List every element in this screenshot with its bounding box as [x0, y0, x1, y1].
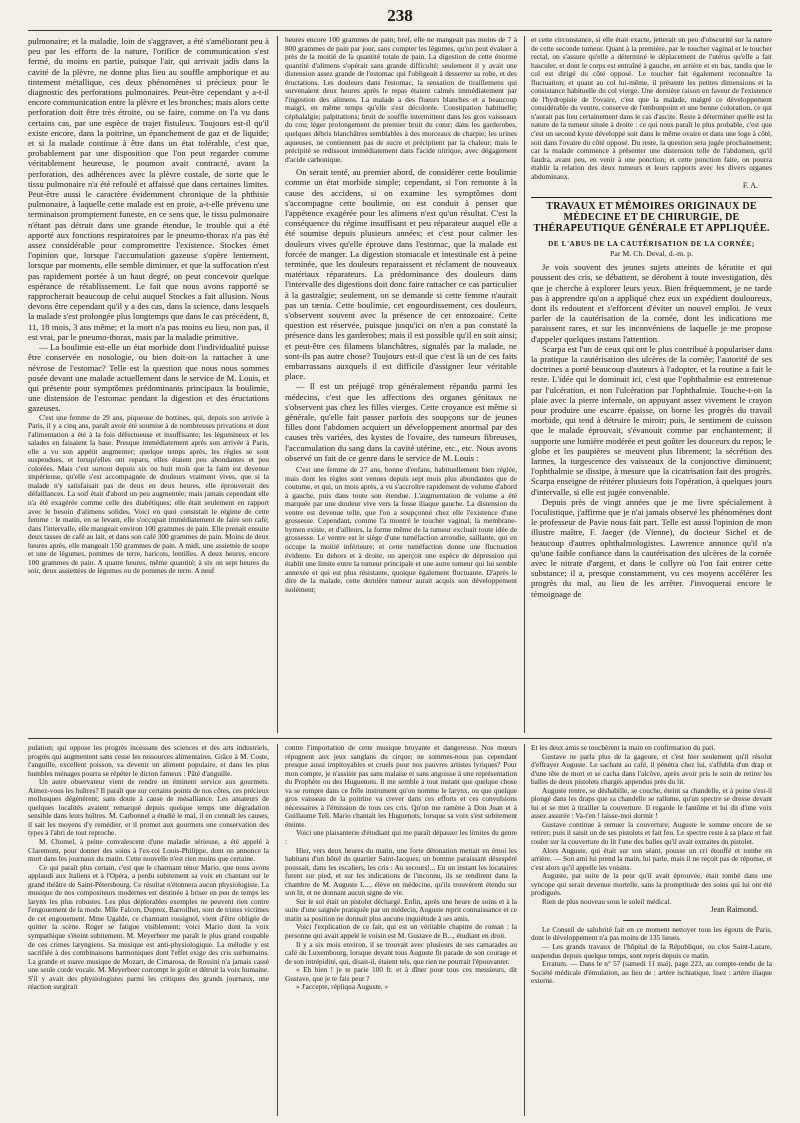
paragraph: Depuis près de vingt années que je me livre spécialement à l'oculistique, j'affirme que je n'ai jamais observé les phénomènes dont le professeur de Pavie nous fait part. Telle est aussi l'opinion de mon illustre maître, F. Jaeger (de Vienne), du docteur Sichel et de beaucoup d'autres ophthalmologistes. Lawrence annonce qu'il n'a qu'une faible confiance dans la cautérisation des ulcères de la cornée avec le nitrate d'argent, et dans le collyre où l'on fait entrer cette substance; il a, presque constamment, vu ces moyens accélérer les progrès du mal, au lieu de les arrêter. J'invoquerai encore le témoignage de [531, 496, 772, 599]
signature: F. A. [742, 181, 758, 191]
paragraph: — Il est un préjugé trop généralement répandu parmi les médecins, c'est que les affections des organes génitaux ne s'observent pas chez les filles vierges. Cette croyance est même si générale, qu'elle fait passer parfois des soupçons sur de jeunes filles dont l'abdomen acquiert un développement anormal par des causes très variées, des kystes de l'ovaire, des tumeurs fibreuses, l'accumulation du sang dans la cavité utérine, etc., etc. Nous avons observé un fait de ce genre dans le service de M. Louis : [285, 381, 517, 463]
paragraph: Rien de plus nouveau sous le soleil médical. [542, 896, 672, 906]
case-report: heures encore 100 grammes de pain; bref, elle ne mangeait pas moins de 7 à 800 grammes de pain par jour, sans compter les légumes, qu'on peut évaluer à près de la moitié de la quantité totale de pain. La digestion de cette énorme quantité d'alimens s'opérait sans grande difficulté; seulement il y avait une distension assez grande de l'estomac qui l'obligeait à desserrer sa robe, et des éructations. Les douleurs dans l'estomac, la sensation de tiraillemens qui survenaient deux heures après le repas étaient calmés immédiatement par l'ingestion des alimens. La malade a des flueurs blanches et a beaucoup maigri, en même temps qu'elle s'est décolorée. Constipation habituelle; céphalalgie; palpitations; bruit de souffle intermittent dans les gros vaisseaux du cou; léger prolongement du premier bruit du cœur; dans les garderobes, quelques débris blanchâtres semblables à des morceaux de charpie; les urines aqueuses, ne contiennent pas de sucre et précipitent par la chaleur; mais le précipité se redissout immédiatement dans l'acide nitrique, avec dégagement d'acide carbonique. [285, 36, 517, 164]
paragraph: pulation; qui oppose les progrès incessans des sciences et des arts industriels, progrès qui augmentent sans cesse les ressources alimentaires. Grâce à M. Coste, l'anguille, excellent poisson, va devenir un aliment populaire, et dans les plus humbles ménages pourra se répéter le dicton fameux : Pâté d'anguille. [28, 744, 269, 778]
section-rule [531, 197, 772, 198]
erratum: Erratum. — Dans le n° 57 (samedi 11 mai), page 223, au compte-rendu de la Société médicale d'émulation, au lieu de : artère ischiatique, lisez : artère iliaque externe. [531, 959, 772, 986]
case-report: C'est une femme de 27 ans, bonne d'enfans, habituellement bien réglée, mais dont les règles sont venues depuis sept mois plus abondantes que de coutume, et qui, un mois après, a vu s'accroître rapidement de volume d'abord à gauche, puis dans toute son étendue. L'augmentation de volume a été marquée par une douleur vive vers la fosse iliaque gauche. La distension du ventre est devenue telle, que l'on a soupçonné chez elle l'existence d'une grossesse. Cependant, comme l'a montré le toucher vaginal, la membrane-hymen existe, et d'ailleurs, la forme même de la tumeur excluait toute idée de grossesse. Le ventre est le siège d'une tuméfaction arrondie, saillante, qui en occupe la moitié inférieure; et cette tuméfaction donne une fluctuation évidente. En dehors et à droite, on aperçoit une espèce de dépression qui établit une limite entre la tumeur principale et une autre tumeur qui lui semble annexée et qui est plus résistante, quoique également fluctuante. D'après le dire de la malade, cette dernière tumeur aurait acquis son développement isolément; [285, 465, 517, 594]
paragraph: « Eh bien ! je te parie 100 fr. et à dîner pour tous ces messieurs, dit Gustave, que je te fais peur ? [285, 965, 517, 983]
paragraph: Ce qui paraît plus certain, c'est que le charmant ténor Mario, que nous avons applaudi aux Italiens et à l'Opéra, a perdu subitement sa voix en chantant sur le grand théâtre de Saint-Pétersbourg. Ce résultat n'étonnera aucun physiologiste. La musique de nos compositeurs modernes est destinée à briser en peu de temps les larynx les plus robustes. Les plus déplorables exemples ne peuvent rien contre l'engouement de la mode. Mlle Falcon, Duprez, Barroilhet, sont de tristes victimes de cet engouement. Mme Ugalde, ce charmant rossignol, vient d'être obligée de quitter la scène. Roger se fatigue visiblement; voici Mario dont la voix sympathique s'éteint subitement. M. Meyerbeer me paraît le plus grand coupable de ces crimes laryngiens. Sa musique est anti-physiologique. La mélodie y est sacrifiée à des combinaisons harmoniques dont l'effet exige des cris surhumains. La grande et suave musique de Mozart, de Cimarosa, de Rossini n'a jamais cassé une seule corde vocale. M. Meyerbeer corrompt le goût et détruit la voix humaine. S'il y avait des physiologistes parmi les critiques des grands journaux, une réaction surgirait [28, 862, 269, 992]
paragraph: Gustave continue à remuer la couverture; Auguste le somme encore de se retirer; puis il saisit un de ses pistolets et fait feu. Le spectre reste à sa place et fait rouler sur la couverture du lit l'une des balles qu'il avait extraites du pistolet. [531, 819, 772, 847]
paragraph: Il y a six mois environ, il se trouvait avec plusieurs de ses camarades au café du Luxembourg, lorsque devant tous Auguste fit parade de son courage et de son intrépidité, qui, disait-il, étaient tels, que rien ne pourrait l'épouvanter. [285, 939, 517, 966]
header-rule [28, 30, 772, 31]
separator-rule [623, 920, 681, 921]
column-divider [277, 36, 278, 733]
paragraph: contre l'importation de cette musique bruyante et dangereuse. Nos mœurs répugnent aux jeux sanglans du cirque; ne sommes-nous pas cependant presque aussi impitoyables et cruels pour nos pauvres artistes lyriques? Pour mon compte, je n'assiste pas sans malaise et sans angoisse à une représentation du Prophète ou des Huguenots. Il me semble à tout instant que quelque chose va se rompre dans ce frêle instrument qu'on nomme le larynx, ou que quelque gros vaisseau de la poitrine va crever dans ces efforts et ces convulsions nécessaires à l'émission de tous ces cris. Qu'on me ramène à Don Juan et à Guillaume Tell. Mario chantait les Huguenots, lorsque sa voix s'est subitement éteinte. [285, 744, 517, 829]
paragraph: » J'accepte, répliqua Auguste. » [296, 982, 389, 992]
paragraph: Et les deux amis se touchèrent la main en confirmation du pari. [531, 744, 716, 752]
signature: Jean Raimond. [710, 905, 758, 915]
paragraph: M. Chomel, à peine convalescent d'une maladie sérieuse, a été appelé à Claremont, pour donner des soins à l'ex-roi Louis-Philippe, dont on annonce la mort dans les journaux du matin. Cette nouvelle n'est rien moins que certaine. [28, 837, 269, 864]
section-heading: TRAVAUX ET MÉMOIRES ORIGINAUX DE MÉDECINE ET DE CHIRURGIE, DE THÉRAPEUTIQUE GÉNÉRALE ET APPLIQUÉE. [533, 200, 770, 235]
paragraph: Scarpa est l'un de ceux qui ont le plus contribué à populariser dans la pratique la cautérisation des ulcères de la cornée; l'autorité de ses doctrines a porté beaucoup d'auteurs à l'adopter, et la routine a fait le reste. L'idée qui le dominait ici, c'est que l'ophthalmie est entretenue par l'ulcération, et non l'ulcération par l'ophthalmie. Touche-t-on la plaie avec la pierre infernale, on appuyant assez vivement le crayon pour produire une escarre épaisse, on borne les progrès du travail morbide, qui tend à détruire le miroir; puis, le sentiment de cuisson que le malade éprouvait, s'évanouit comme par enchantement; il supporte une lumière modérée et peut goûter les douceurs du repos; le globe et les paupières se meuvent plus librement; la sécrétion des larmes, la turgescence des vaisseaux de la conjonctive diminuent; l'ophthalmie se dissipe, à mesure que la cicatrisation fait des progrès. Scarpa enseigne de réitérer plusieurs fois l'opération, à quelques jours d'intervalle, si elle est jugée convenable. [531, 343, 772, 497]
paragraph: Je vois souvent des jeunes sujets atteints de kératite et qui poussent des cris, se débattent, se dérobent à toute investigation, dès que je cherche à explorer leurs yeux. Bien fréquemment, je ne tarde pas à apprendre qu'on a appliqué chez eux un expédient douloureux, dont ils redoutent et s'efforcent d'éviter un nouvel emploi. Je veux parler de la cautérisation de la cornée, dont les indications me paraissent rares, et sur les inconvéniens de laquelle je me propose d'appeler quelques instans l'attention. [531, 262, 772, 344]
paragraph: Auguste rentre, se déshabille, se couche, éteint sa chandelle, et à peine s'est-il plongé dans les draps que sa chandelle se rallume, qu'un spectre se dresse devant lui et se met à tirailler la couverture. Il regarde le fantôme et lui dit d'une voix assez assurée : Va-t'en ! laisse-moi dormir ! [531, 785, 772, 821]
paragraph: Voici une plaisanterie d'étudiant qui me paraît dépasser les limites du genre : [285, 828, 517, 847]
paragraph: — La boulimie est-elle un état morbide dont l'individualité puisse être conservée en nosologie, ou bien doit-on la rattacher à une névrose de l'estomac? Telle est la question que nous nous sommes posée devant une malade actuellement dans le service de M. Louis, et qui présente pour symptômes prédominants principaux la boulimie, une distension de l'estomac pendant la digestion et des éructations gazeuses. [28, 342, 269, 414]
page-number: 238 [387, 6, 413, 25]
top-column-1 [28, 36, 269, 733]
paragraph: pulmonaire; et la maladie, loin de s'aggraver, a été s'améliorant peu à peu par les efforts de la nature, l'orifice de communication s'est fermé, du moins en partie, puisque l'air, qui arrivait jadis dans la cavité de la plèvre, ne donne plus lieu au souffle amphorique et au tintement métallique, ces deux phénomènes si précieux pour le diagnostic des perforations pulmonaires. Peut-être cependant y a-t-il encore communication entre la plèvre et les bronches; mais alors cette perforation doit être très étroite, ou se faire, comme on l'a vu dans certains cas, par une espèce de trajet fistuleux. Toujours est-il qu'il existe encore, dans la poitrine, un épanchement de gaz et de liquide; et si la malade continue à être dans un état tolérable, c'est que, probablement par une disposition que l'on peut regarder comme véritablement heureuse, le poumon avait contracté, avant la perforation, des adhérences avec la plèvre costale, de sorte que le tissu pulmonaire n'a été refoulé et affaissé que dans certaines limites. Peut-être aussi le caractère évidemment chronique de la phthisie pulmonaire, à laquelle cette malade est en proie, a-t-elle prévenu une terminaison promptement funeste, en ce sens que, le tissu pulmonaire n'étant pas détruit dans une grande étendue, le trouble qui a été apporté aux fonctions respiratoires par le pneumo-thorax n'a pas été assez considérable pour compromettre l'existence. Stockes émet l'opinion que, lorsque l'accumulation gazeuse s'opère lentement, lorsque par moments, elle semble diminuer, et que la suffocation n'est pas rapidement portée à un haut degré, on peut concevoir quelque espérance de rétablissement. Le fait que nous avons rapporté se rapprocherait beaucoup de celui auquel Stockes a fait allusion. Nous devons être cependant qu'il y a des cas, dans la science, dans lesquels la malade s'est prolongée plus longtemps que dans le cas précédent, 8, 11, 18 mois, 3 ans même; et la mort n'a pas moins eu lieu, non pas, il est vrai, par le pneumo-thorax, mais par la maladie primitive. [28, 36, 269, 342]
bottom-column-1 [28, 744, 269, 1116]
bottom-column-3 [531, 744, 772, 1116]
paragraph: Sur le sol était un pistolet déchargé. Enfin, après une heure de soins et à la suite d'une saignée pratiquée par un médecin, Auguste reprit connaissance et ce matin sa position ne donnait plus aucune inquiétude à ses amis. [285, 896, 517, 923]
case-report: C'est une femme de 29 ans, piqueuse de bottines, qui, depuis son arrivée à Paris, il y a cinq ans, paraît avoir été soumise à de nombreuses privations et dont l'alimentation a été à la fois défectueuse et insuffisante; les légumineux et les salades en faisaient la base. Presque immédiatement après son arrivée à Paris, elle a vu son appétit augmenter; quelque temps après, les règles se sont suspendues, et lorsqu'elles ont reparu, elles étaient peu abondantes et peu colorées. Mais c'est surtout depuis six ou huit mois que la faim est devenue impérieuse, qu'elle s'est accompagnée de douleurs vraiment vives, que si la malade n'y satisfaisait pas de deux en deux heures, elle éprouverait des défaillances. La soif était d'abord un peu augmentée; mais jamais cependant elle n'a été exagérée comme celle des diabétiques; elle était seulement en rapport avec le besoin d'alimens solides. Voici en quoi consistait le régime de cette femme : le matin, en se levant, elle s'occupait immédiatement de faire son café; dans l'intervalle, elle mangeait environ 100 grammes de pain. Elle prenait ensuite deux tasses de café au lait, et dans son café 300 grammes de pain. Moins de deux heures après, elle mangeait 150 grammes de pain. A midi, une assiettée de soupe et une de légumes, pommes de terre, haricots, lentilles. A deux heures, encore 100 grammes de pain. A quatre heures, même quantité; à six on sept heures du soir, deux assiettées de légumes ou de pommes de terre. A neuf [28, 412, 269, 576]
paragraph: Le Conseil de salubrité fait en ce moment nettoyer tous les égouts de Paris, dont le développement n'a pas moins de 135 lieues. [531, 924, 772, 943]
paragraph: Un autre observateur vient de rendre un éminent service aux gourmets. Aimez-vous les huîtres? Il paraît que sur certains points de nos côtes, ces précieux mollusques dégénèrent; sans doute à cause de mésalliance. Les amateurs de quelques localités avaient remarqué depuis quelque temps une dégradation sensible dans leurs huîtres. M. Carbonnel a étudié le mal, il en connaît les causes, il sait les moyens d'y remédier, et il promet aux gourmets une conservation des types à l'abri de tout reproche. [28, 777, 269, 838]
top-column-3 [531, 36, 772, 733]
paragraph: et cette circonstance, si elle était exacte, jetterait un peu d'obscurité sur la nature de cette seconde tumeur. Quant à la première, par le toucher vaginal et le toucher rectal, on s'assure qu'elle a déterminé le déplacement de l'utérus qu'elle a fait basculer, et dont le corps est entraîné à gauche, en arrière et en bas, tandis que le col est dirigé du côté opposé. Le toucher fait également reconnaître la fluctuation; et quant au col lui-même, il présente les petites dimensions et la consistance habituelle du col vierge. Une dernière raison en faveur de l'existence de l'hydropisie de l'ovaire, c'est que la malade, malgré ce développement considérable du ventre, conserve de l'embonpoint et une bonne coloration, ce qui n'aurait pas lieu certainement dans le cas d'ascite. Reste à déterminer quelle est la nature de la tumeur située à droite : ce qui nous paraît le plus probable, c'est que c'est un second kyste développé soit dans le même ovaire et dans une loge à côté, soit dans l'ovaire du côté opposé. Du reste, la question sera jugée prochainement; car la malade commence à présenter une distension telle de l'abdomen, qu'il faudra, avant peu, en venir à une ponction; et cette ponction faite, on pourra établir la relation des deux tumeurs et leurs rapports avec les divers organes abdominaux. [531, 36, 772, 181]
paragraph: Auguste, par suite de la peur qu'il avait éprouvée, était tombé dans une syncope qui serait devenue mortelle, sans la promptitude des soins qui lui ont été prodigués. [531, 871, 772, 898]
column-divider [524, 36, 525, 733]
column-divider [524, 744, 525, 1116]
bottom-column-2 [285, 744, 517, 1116]
paragraph: — Les grands travaux de l'hôpital de la République, ou clos Saint-Lazare, suspendus depuis quelque temps, sont repris depuis ce matin. [531, 942, 772, 960]
paragraph: Gustave ne parla plus de la gageure, et c'est hier seulement qu'il résolut d'effrayer Auguste. Le sachant au café, il pénétra chez lui, s'affubla d'un drap et d'une tête de mort et se cacha dans l'alcôve, après avoir pris le soin de retirer les balles de deux pistolets chargés appendus près du lit. [531, 751, 772, 787]
paragraph: On serait tenté, au premier abord, de considérer cette boulimie comme un état morbide simple; cependant, si l'on remonte à la cause des accidens, si on examine les symptômes dont s'accompagne cette boulimie, on est conduit à penser que l'appétence exagérée pour les alimens n'est qu'un résultat. C'est la conséquence du régime insuffisant et peu réparateur auquel elle a été soumise depuis plusieurs années; et c'est pour calmer les douleurs vives qu'elle éprouve dans l'estomac, que la malade est forcée de manger. La digestion stomacale et intestinale est à peine terminée, que les douleurs reparaissent et réclament de nouveaux matériaux réparateurs. La prédominance des douleurs dans l'intervalle des digestions doit donc faire rattacher ce cas particulier à la gastralgie; seulement, on se demande si cette femme n'aurait pas un tænia. Cette boulimie, cet engourdissement, ces douleurs, s'observent souvent avec la présence de cet entozoaire. Cette question est réservée, puisque jusqu'ici on n'en a pas constaté la présence dans les garderobes; mais il est possible qu'il en soit ainsi; et peut-être ces filamens blanchâtres, signalés par la malade, ne sont-ils pas autre chose? Toujours est-il que c'est là un de ces faits embarrassans auxquels il est difficile d'assigner leur véritable place. [285, 167, 517, 382]
paragraph: Voici l'explication de ce fait, qui est un véritable chapitre de roman : la personne qui avait appelé le voisin est M. Gustave de B..., étudiant en droit. [285, 922, 517, 941]
paragraph: Hier, vers deux heures du matin, une forte détonation mettait en émoi les habitans d'un hôtel du quartier Saint-Jacques; un homme paraissant désespéré poussait, dans les escaliers, les cris : Au secours!... En un instant les locataires furent sur pied, et sur les indications de l'inconnu, ils se rendirent dans la chambre de M. Auguste L..., élève en médecine, qu'ils trouvèrent étendu sur son lit, et ne donnant aucun signe de vie. [285, 845, 517, 898]
top-column-2 [285, 36, 517, 733]
article-byline: Par M. Ch. Deval, d.-m. p. [610, 248, 693, 258]
paragraph: Alors Auguste, qui était sur son séant, pousse un cri étouffé et tombe en arrière. — Son ami lui prend la main, lui parle, mais il ne reçoit pas de réponse, et c'est alors qu'il appelle les voisins. [531, 845, 772, 872]
feuilleton-rule [28, 738, 772, 739]
article-title: DE L'ABUS DE LA CAUTÉRISATION DE LA CORNÉE; [548, 239, 755, 248]
column-divider [277, 744, 278, 1116]
